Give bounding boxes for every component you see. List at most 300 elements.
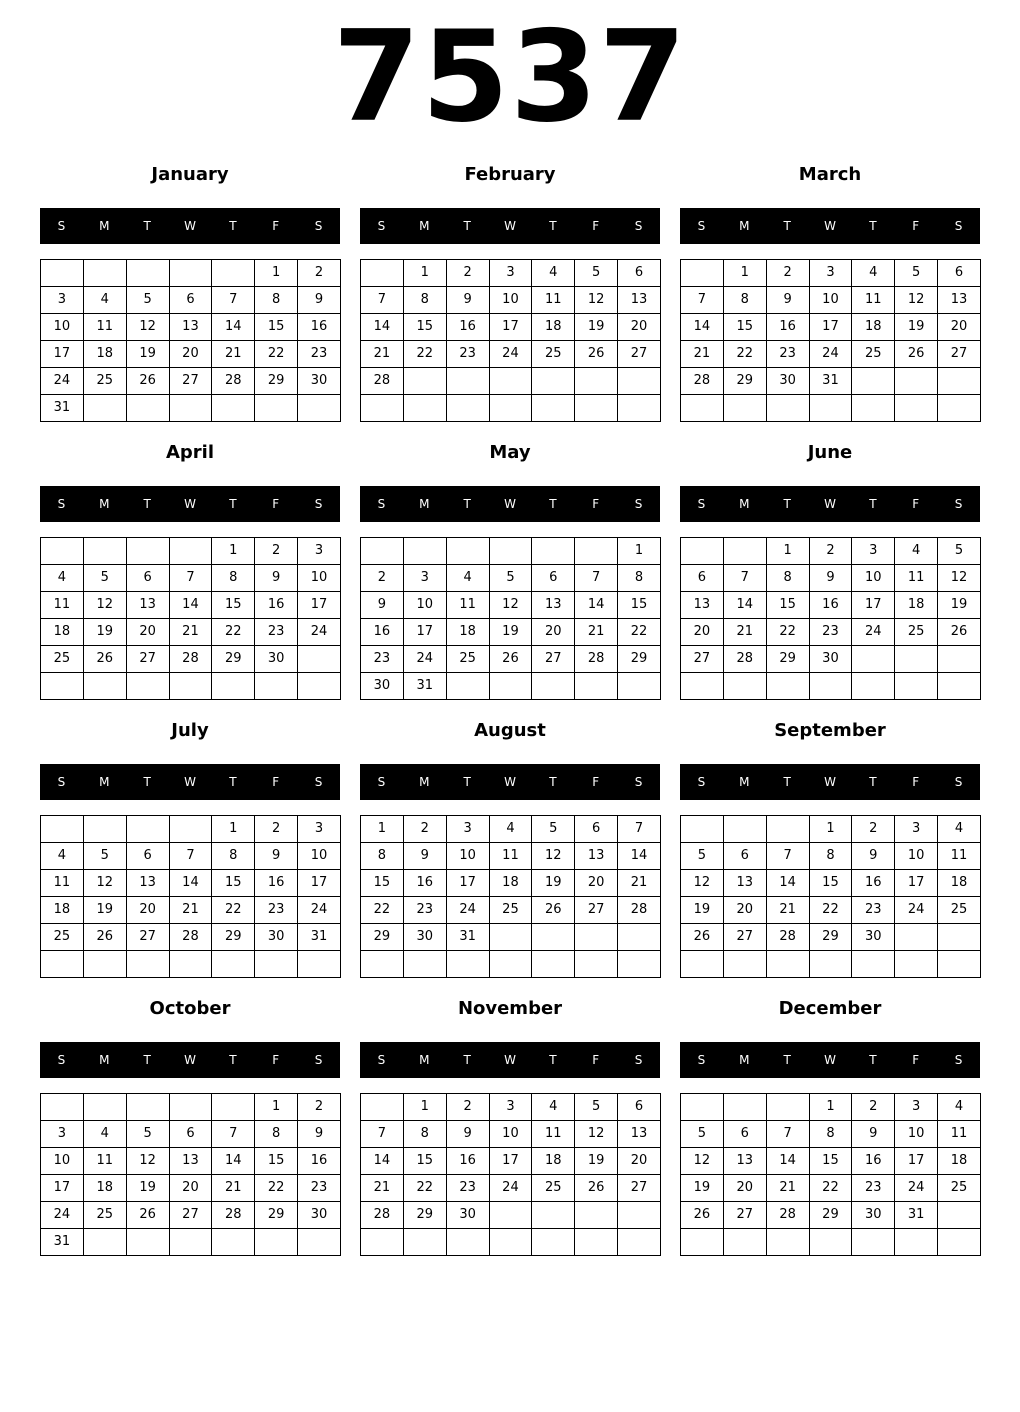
day-cell: 31 bbox=[895, 1202, 938, 1229]
day-cell: 9 bbox=[403, 843, 446, 870]
day-cell: 20 bbox=[532, 619, 575, 646]
weekday-label: S bbox=[57, 1053, 66, 1067]
weekday-header bbox=[40, 486, 340, 522]
day-cell: 16 bbox=[766, 314, 809, 341]
week-row bbox=[361, 260, 661, 287]
day-cell: 2 bbox=[255, 538, 298, 565]
week-row bbox=[361, 816, 661, 843]
day-cell bbox=[575, 1229, 618, 1256]
day-cell: 25 bbox=[41, 924, 84, 951]
days-grid bbox=[680, 537, 981, 700]
day-cell: 2 bbox=[361, 565, 404, 592]
weekday-label: T bbox=[549, 497, 557, 511]
weekday-label: S bbox=[697, 775, 706, 789]
day-cell bbox=[403, 368, 446, 395]
day-cell: 17 bbox=[298, 592, 341, 619]
day-cell bbox=[895, 673, 938, 700]
day-cell: 28 bbox=[575, 646, 618, 673]
day-cell: 20 bbox=[126, 619, 169, 646]
week-row bbox=[681, 924, 981, 951]
day-cell: 19 bbox=[489, 619, 532, 646]
day-cell: 12 bbox=[575, 287, 618, 314]
day-cell: 25 bbox=[938, 897, 981, 924]
weekday-label: W bbox=[504, 775, 516, 789]
week-row bbox=[41, 565, 341, 592]
day-cell bbox=[41, 1094, 84, 1121]
day-cell: 13 bbox=[681, 592, 724, 619]
day-cell: 29 bbox=[809, 1202, 852, 1229]
day-cell bbox=[83, 1094, 126, 1121]
day-cell bbox=[618, 395, 661, 422]
day-cell: 20 bbox=[169, 1175, 212, 1202]
day-cell: 3 bbox=[446, 816, 489, 843]
week-row bbox=[41, 260, 341, 287]
weekday-label: F bbox=[592, 219, 600, 233]
weekday-label: S bbox=[634, 1053, 643, 1067]
weekday-header bbox=[360, 208, 660, 244]
weekday-label: F bbox=[272, 775, 280, 789]
day-cell bbox=[938, 924, 981, 951]
day-cell: 1 bbox=[723, 260, 766, 287]
day-cell: 31 bbox=[41, 1229, 84, 1256]
day-cell: 13 bbox=[126, 870, 169, 897]
weekday-label: S bbox=[954, 1053, 963, 1067]
weekday-label: M bbox=[99, 219, 110, 233]
days-grid bbox=[40, 259, 341, 422]
week-row bbox=[361, 341, 661, 368]
week-row bbox=[41, 870, 341, 897]
day-cell: 3 bbox=[41, 287, 84, 314]
day-cell bbox=[766, 1229, 809, 1256]
day-cell: 11 bbox=[489, 843, 532, 870]
week-row bbox=[681, 341, 981, 368]
month-name: March bbox=[798, 164, 862, 185]
day-cell: 26 bbox=[575, 341, 618, 368]
day-cell: 3 bbox=[298, 538, 341, 565]
weekday-label: S bbox=[377, 219, 386, 233]
week-row bbox=[41, 1229, 341, 1256]
day-cell: 23 bbox=[361, 646, 404, 673]
week-row bbox=[361, 1148, 661, 1175]
day-cell: 19 bbox=[83, 619, 126, 646]
day-cell: 31 bbox=[41, 395, 84, 422]
day-cell: 3 bbox=[41, 1121, 84, 1148]
day-cell: 12 bbox=[895, 287, 938, 314]
day-cell bbox=[212, 395, 255, 422]
day-cell bbox=[126, 1094, 169, 1121]
day-cell: 24 bbox=[895, 1175, 938, 1202]
week-row bbox=[41, 592, 341, 619]
weekday-label: M bbox=[419, 497, 430, 511]
day-cell bbox=[532, 951, 575, 978]
days-grid bbox=[40, 537, 341, 700]
day-cell bbox=[723, 1094, 766, 1121]
day-cell: 14 bbox=[169, 870, 212, 897]
day-cell bbox=[723, 1229, 766, 1256]
day-cell: 20 bbox=[938, 314, 981, 341]
day-cell: 18 bbox=[532, 1148, 575, 1175]
day-cell: 15 bbox=[255, 314, 298, 341]
day-cell: 22 bbox=[809, 1175, 852, 1202]
day-cell: 3 bbox=[895, 1094, 938, 1121]
weekday-label: S bbox=[314, 497, 323, 511]
day-cell: 7 bbox=[766, 843, 809, 870]
day-cell: 21 bbox=[212, 341, 255, 368]
day-cell: 23 bbox=[255, 619, 298, 646]
day-cell: 18 bbox=[938, 870, 981, 897]
weekday-label: T bbox=[229, 775, 237, 789]
day-cell bbox=[255, 951, 298, 978]
week-row bbox=[41, 673, 341, 700]
day-cell: 6 bbox=[938, 260, 981, 287]
day-cell: 5 bbox=[532, 816, 575, 843]
day-cell: 29 bbox=[361, 924, 404, 951]
day-cell: 6 bbox=[169, 1121, 212, 1148]
week-row bbox=[361, 897, 661, 924]
day-cell: 28 bbox=[766, 924, 809, 951]
day-cell bbox=[298, 646, 341, 673]
day-cell: 6 bbox=[618, 1094, 661, 1121]
day-cell: 17 bbox=[489, 1148, 532, 1175]
week-row bbox=[681, 951, 981, 978]
day-cell: 17 bbox=[895, 870, 938, 897]
day-cell bbox=[298, 673, 341, 700]
day-cell bbox=[681, 816, 724, 843]
days-grid bbox=[680, 1093, 981, 1256]
day-cell: 25 bbox=[489, 897, 532, 924]
weekday-header bbox=[40, 208, 340, 244]
day-cell: 15 bbox=[403, 314, 446, 341]
day-cell: 1 bbox=[403, 1094, 446, 1121]
weekday-label: T bbox=[143, 775, 151, 789]
week-row bbox=[361, 924, 661, 951]
day-cell bbox=[83, 673, 126, 700]
month-name: January bbox=[151, 164, 229, 185]
day-cell: 1 bbox=[766, 538, 809, 565]
day-cell: 12 bbox=[126, 1148, 169, 1175]
day-cell: 13 bbox=[938, 287, 981, 314]
day-cell: 2 bbox=[852, 1094, 895, 1121]
day-cell: 12 bbox=[938, 565, 981, 592]
day-cell bbox=[575, 368, 618, 395]
day-cell: 4 bbox=[852, 260, 895, 287]
day-cell: 4 bbox=[938, 816, 981, 843]
day-cell: 21 bbox=[169, 619, 212, 646]
day-cell bbox=[83, 260, 126, 287]
day-cell: 19 bbox=[532, 870, 575, 897]
day-cell: 5 bbox=[681, 1121, 724, 1148]
day-cell: 16 bbox=[809, 592, 852, 619]
weekday-label: W bbox=[184, 1053, 196, 1067]
day-cell: 14 bbox=[618, 843, 661, 870]
day-cell: 26 bbox=[126, 368, 169, 395]
day-cell: 12 bbox=[489, 592, 532, 619]
day-cell: 22 bbox=[723, 341, 766, 368]
day-cell bbox=[126, 1229, 169, 1256]
day-cell: 23 bbox=[446, 1175, 489, 1202]
day-cell: 4 bbox=[895, 538, 938, 565]
day-cell bbox=[169, 260, 212, 287]
day-cell: 1 bbox=[403, 260, 446, 287]
week-row bbox=[41, 1148, 341, 1175]
day-cell: 2 bbox=[852, 816, 895, 843]
day-cell: 5 bbox=[575, 1094, 618, 1121]
day-cell: 7 bbox=[169, 843, 212, 870]
day-cell: 6 bbox=[723, 1121, 766, 1148]
day-cell: 18 bbox=[895, 592, 938, 619]
week-row bbox=[41, 368, 341, 395]
day-cell: 16 bbox=[361, 619, 404, 646]
week-row bbox=[361, 843, 661, 870]
day-cell: 7 bbox=[212, 1121, 255, 1148]
day-cell bbox=[723, 538, 766, 565]
week-row bbox=[361, 619, 661, 646]
day-cell: 18 bbox=[489, 870, 532, 897]
weekday-header bbox=[40, 1042, 340, 1078]
day-cell: 27 bbox=[681, 646, 724, 673]
day-cell bbox=[938, 951, 981, 978]
day-cell: 10 bbox=[446, 843, 489, 870]
day-cell bbox=[255, 395, 298, 422]
day-cell bbox=[575, 673, 618, 700]
days-grid bbox=[360, 537, 661, 700]
week-row bbox=[361, 395, 661, 422]
day-cell: 16 bbox=[446, 314, 489, 341]
day-cell: 4 bbox=[489, 816, 532, 843]
month-name: July bbox=[171, 720, 209, 741]
day-cell: 17 bbox=[446, 870, 489, 897]
weekday-label: S bbox=[954, 497, 963, 511]
day-cell: 30 bbox=[446, 1202, 489, 1229]
day-cell bbox=[298, 1229, 341, 1256]
day-cell bbox=[681, 395, 724, 422]
day-cell: 26 bbox=[83, 646, 126, 673]
day-cell bbox=[489, 1202, 532, 1229]
weekday-label: M bbox=[739, 219, 750, 233]
days-grid bbox=[40, 815, 341, 978]
day-cell bbox=[766, 673, 809, 700]
day-cell bbox=[938, 673, 981, 700]
weekday-label: W bbox=[504, 497, 516, 511]
day-cell: 5 bbox=[938, 538, 981, 565]
day-cell: 17 bbox=[41, 1175, 84, 1202]
day-cell: 3 bbox=[809, 260, 852, 287]
day-cell bbox=[681, 1094, 724, 1121]
week-row bbox=[361, 673, 661, 700]
day-cell: 20 bbox=[723, 897, 766, 924]
day-cell: 30 bbox=[361, 673, 404, 700]
day-cell: 26 bbox=[681, 924, 724, 951]
weekday-label: T bbox=[463, 775, 471, 789]
week-row bbox=[41, 924, 341, 951]
day-cell: 24 bbox=[895, 897, 938, 924]
day-cell bbox=[489, 1229, 532, 1256]
day-cell: 10 bbox=[41, 314, 84, 341]
week-row bbox=[361, 951, 661, 978]
day-cell: 15 bbox=[255, 1148, 298, 1175]
weekday-label: W bbox=[824, 497, 836, 511]
day-cell: 29 bbox=[212, 924, 255, 951]
day-cell bbox=[766, 816, 809, 843]
day-cell: 27 bbox=[169, 1202, 212, 1229]
day-cell: 19 bbox=[895, 314, 938, 341]
day-cell: 1 bbox=[255, 260, 298, 287]
day-cell: 30 bbox=[766, 368, 809, 395]
weekday-label: T bbox=[549, 775, 557, 789]
day-cell: 8 bbox=[618, 565, 661, 592]
week-row bbox=[361, 287, 661, 314]
day-cell: 27 bbox=[126, 646, 169, 673]
day-cell: 15 bbox=[618, 592, 661, 619]
weekday-label: W bbox=[504, 1053, 516, 1067]
day-cell: 13 bbox=[618, 287, 661, 314]
day-cell: 10 bbox=[298, 843, 341, 870]
month-name: December bbox=[778, 998, 882, 1019]
week-row bbox=[361, 1175, 661, 1202]
week-row bbox=[681, 1175, 981, 1202]
day-cell: 7 bbox=[766, 1121, 809, 1148]
day-cell: 21 bbox=[169, 897, 212, 924]
day-cell: 18 bbox=[83, 341, 126, 368]
week-row bbox=[41, 619, 341, 646]
day-cell: 27 bbox=[938, 341, 981, 368]
day-cell: 29 bbox=[255, 1202, 298, 1229]
day-cell bbox=[723, 395, 766, 422]
day-cell: 29 bbox=[212, 646, 255, 673]
day-cell bbox=[361, 1229, 404, 1256]
day-cell bbox=[938, 646, 981, 673]
days-grid bbox=[680, 259, 981, 422]
day-cell: 7 bbox=[618, 816, 661, 843]
week-row bbox=[681, 592, 981, 619]
day-cell: 3 bbox=[403, 565, 446, 592]
day-cell: 9 bbox=[298, 1121, 341, 1148]
day-cell bbox=[169, 395, 212, 422]
weekday-label: S bbox=[57, 497, 66, 511]
days-grid bbox=[360, 815, 661, 978]
day-cell: 22 bbox=[255, 341, 298, 368]
month-name: October bbox=[149, 998, 231, 1019]
day-cell bbox=[532, 368, 575, 395]
day-cell: 11 bbox=[41, 592, 84, 619]
day-cell: 25 bbox=[41, 646, 84, 673]
day-cell: 24 bbox=[298, 619, 341, 646]
weekday-label: F bbox=[272, 497, 280, 511]
day-cell: 9 bbox=[255, 843, 298, 870]
day-cell bbox=[212, 951, 255, 978]
day-cell: 23 bbox=[852, 1175, 895, 1202]
day-cell: 17 bbox=[809, 314, 852, 341]
month-name: February bbox=[464, 164, 556, 185]
day-cell: 6 bbox=[532, 565, 575, 592]
day-cell: 29 bbox=[723, 368, 766, 395]
day-cell bbox=[532, 1229, 575, 1256]
day-cell: 20 bbox=[575, 870, 618, 897]
day-cell: 26 bbox=[938, 619, 981, 646]
day-cell: 27 bbox=[618, 341, 661, 368]
day-cell bbox=[895, 951, 938, 978]
weekday-label: S bbox=[954, 219, 963, 233]
day-cell: 8 bbox=[403, 1121, 446, 1148]
day-cell: 1 bbox=[255, 1094, 298, 1121]
week-row bbox=[361, 1202, 661, 1229]
day-cell: 8 bbox=[212, 843, 255, 870]
day-cell bbox=[126, 395, 169, 422]
day-cell bbox=[41, 538, 84, 565]
day-cell: 25 bbox=[895, 619, 938, 646]
day-cell: 9 bbox=[766, 287, 809, 314]
week-row bbox=[41, 646, 341, 673]
day-cell: 6 bbox=[575, 816, 618, 843]
weekday-label: T bbox=[783, 775, 791, 789]
day-cell: 25 bbox=[83, 1202, 126, 1229]
day-cell: 8 bbox=[255, 1121, 298, 1148]
day-cell bbox=[681, 1229, 724, 1256]
day-cell bbox=[895, 395, 938, 422]
day-cell: 4 bbox=[83, 287, 126, 314]
day-cell: 12 bbox=[83, 592, 126, 619]
days-grid bbox=[680, 815, 981, 978]
day-cell bbox=[766, 1094, 809, 1121]
day-cell: 9 bbox=[852, 843, 895, 870]
day-cell bbox=[575, 395, 618, 422]
day-cell: 14 bbox=[723, 592, 766, 619]
weekday-header bbox=[680, 764, 980, 800]
day-cell bbox=[403, 395, 446, 422]
day-cell: 18 bbox=[41, 619, 84, 646]
day-cell bbox=[169, 538, 212, 565]
day-cell: 5 bbox=[126, 287, 169, 314]
day-cell bbox=[489, 924, 532, 951]
month-name: April bbox=[165, 442, 215, 463]
weekday-header bbox=[360, 1042, 660, 1078]
day-cell: 8 bbox=[766, 565, 809, 592]
day-cell bbox=[532, 395, 575, 422]
day-cell: 1 bbox=[809, 816, 852, 843]
day-cell bbox=[938, 1202, 981, 1229]
day-cell: 30 bbox=[809, 646, 852, 673]
day-cell: 30 bbox=[298, 368, 341, 395]
day-cell: 16 bbox=[852, 870, 895, 897]
day-cell: 13 bbox=[532, 592, 575, 619]
weekday-label: F bbox=[592, 775, 600, 789]
day-cell bbox=[361, 395, 404, 422]
day-cell: 18 bbox=[41, 897, 84, 924]
day-cell: 28 bbox=[212, 1202, 255, 1229]
day-cell: 25 bbox=[446, 646, 489, 673]
day-cell: 24 bbox=[489, 341, 532, 368]
week-row bbox=[41, 314, 341, 341]
day-cell: 2 bbox=[298, 1094, 341, 1121]
day-cell bbox=[723, 816, 766, 843]
day-cell bbox=[126, 673, 169, 700]
day-cell: 28 bbox=[618, 897, 661, 924]
day-cell: 11 bbox=[83, 314, 126, 341]
weekday-label: M bbox=[99, 775, 110, 789]
week-row bbox=[681, 1121, 981, 1148]
day-cell: 13 bbox=[126, 592, 169, 619]
day-cell bbox=[618, 924, 661, 951]
day-cell: 11 bbox=[446, 592, 489, 619]
day-cell: 18 bbox=[83, 1175, 126, 1202]
day-cell bbox=[212, 260, 255, 287]
day-cell: 12 bbox=[532, 843, 575, 870]
weekday-label: S bbox=[954, 775, 963, 789]
day-cell: 28 bbox=[169, 646, 212, 673]
day-cell: 1 bbox=[361, 816, 404, 843]
day-cell bbox=[895, 368, 938, 395]
month-name: November bbox=[457, 998, 563, 1019]
